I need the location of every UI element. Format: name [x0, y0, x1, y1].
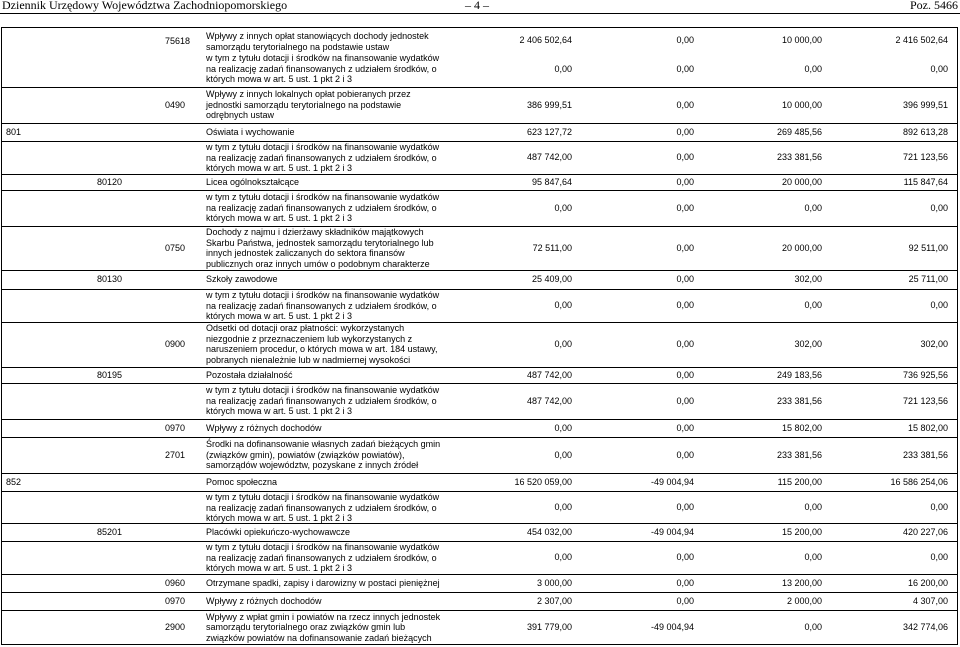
- after-change-amount: 0,00: [930, 300, 948, 310]
- decrease-amount: 0,00: [676, 369, 694, 380]
- plan-amount: 0,00: [554, 202, 572, 213]
- increase-amount: 2 000,00: [786, 595, 822, 606]
- row-description: Pomoc społeczna: [206, 476, 278, 487]
- row-separator: [2, 289, 957, 290]
- decrease-amount: 0,00: [676, 595, 694, 606]
- decrease-amount: -49 004,94: [650, 526, 694, 537]
- row-separator: [2, 367, 957, 368]
- decrease-amount: 0,00: [676, 176, 694, 187]
- after-change-amount: 16 200,00: [907, 577, 948, 588]
- row-description: w tym z tytułu dotacji i środków na finansowanie wydatków na realizację zadań finansowanych z udziałem środków, o których mowa w art. 5 ust. 1 pkt 2 i 3: [206, 385, 440, 417]
- plan-amount: 0,00: [554, 300, 572, 310]
- chapter-code: 85201: [97, 526, 123, 537]
- row-description: w tym z tytułu dotacji i środków na finansowanie wydatków na realizację zadań finansowanych z udziałem środków, o których mowa w art. 5 ust. 1 pkt 2 i 3: [206, 192, 440, 224]
- plan-amount: 487 742,00: [526, 369, 572, 380]
- decrease-amount: 0,00: [676, 152, 694, 162]
- row-separator: [2, 574, 957, 575]
- row-description: Pozostała działalność: [206, 369, 293, 380]
- paragraph-code: 2900: [165, 622, 186, 632]
- plan-amount: 391 779,00: [526, 622, 572, 632]
- after-change-amount: 302,00: [920, 339, 948, 349]
- increase-amount: 0,00: [804, 622, 822, 632]
- decrease-amount: 0,00: [676, 339, 694, 349]
- journal-title: Dziennik Urzędowy Województwa Zachodniopomorskiego: [2, 0, 288, 12]
- row-separator: [2, 174, 957, 175]
- increase-amount: 233 381,56: [776, 152, 822, 162]
- row-description: Wpływy z innych opłat stanowiących dochody jednostek samorządu terytorialnego na podstawie ustaw: [206, 31, 429, 52]
- row-description: w tym z tytułu dotacji i środków na finansowanie wydatków na realizację zadań finansowanych z udziałem środków, o których mowa w art. 5 ust. 1 pkt 2 i 3: [206, 492, 440, 524]
- after-change-amount: 892 613,28: [902, 126, 948, 137]
- row-description: Szkoły zawodowe: [206, 274, 278, 285]
- plan-amount: 623 127,72: [526, 126, 572, 137]
- row-separator: [2, 383, 957, 384]
- row-description: Licea ogólnokształcące: [206, 176, 300, 187]
- decrease-amount: 0,00: [676, 126, 694, 137]
- after-change-amount: 115 847,64: [903, 176, 948, 187]
- row-separator: [2, 322, 957, 323]
- row-description: Środki na dofinansowanie własnych zadań bieżących gmin (związków gmin), powiatów (związków powiatów), samorządów województw, pozyskane z innych źródeł: [206, 439, 441, 471]
- after-change-amount: 0,00: [930, 552, 948, 562]
- after-change-amount: 396 999,51: [902, 99, 948, 110]
- page-number: – 4 –: [465, 0, 489, 12]
- row-description: Oświata i wychowanie: [206, 126, 295, 137]
- increase-amount: 302,00: [794, 339, 822, 349]
- row-description: Placówki opiekuńczo-wychowawcze: [206, 526, 351, 537]
- plan-amount: 3 000,00: [536, 577, 572, 588]
- decrease-amount: 0,00: [676, 552, 694, 562]
- row-description: w tym z tytułu dotacji i środków na finansowanie wydatków na realizację zadań finansowanych z udziałem środków, o których mowa w art. 5 ust. 1 pkt 2 i 3: [206, 290, 440, 322]
- increase-amount: 10 000,00: [781, 99, 822, 110]
- row-separator: [2, 437, 957, 438]
- row-description: Otrzymane spadki, zapisy i darowizny w postaci pieniężnej: [206, 577, 440, 588]
- increase-amount: 0,00: [804, 300, 822, 310]
- paragraph-code: 0900: [165, 339, 186, 349]
- after-change-amount: 4 307,00: [912, 595, 948, 606]
- after-change-amount: 2 416 502,64: [895, 35, 948, 45]
- row-separator: [2, 523, 957, 524]
- increase-amount: 269 485,56: [776, 126, 822, 137]
- after-change-amount: 15 802,00: [907, 422, 948, 433]
- section-code: 801: [6, 126, 22, 137]
- after-change-amount: 92 511,00: [908, 242, 948, 253]
- row-description: w tym z tytułu dotacji i środków na finansowanie wydatków na realizację zadań finansowanych z udziałem środków, o których mowa w art. 5 ust. 1 pkt 2 i 3: [206, 142, 440, 174]
- plan-amount: 72 511,00: [532, 242, 572, 253]
- plan-amount: 0,00: [554, 501, 572, 512]
- row-separator: [2, 610, 957, 611]
- increase-amount: 302,00: [794, 274, 822, 284]
- decrease-amount: 0,00: [676, 577, 694, 588]
- increase-amount: 0,00: [804, 501, 822, 512]
- decrease-amount: 0,00: [676, 300, 694, 310]
- row-separator: [2, 123, 957, 124]
- after-change-amount: 721 123,56: [902, 152, 948, 162]
- decrease-amount: 0,00: [676, 242, 694, 253]
- after-change-amount: 0,00: [930, 501, 948, 512]
- paragraph-code: 2701: [165, 449, 186, 460]
- increase-amount: 115 200,00: [777, 476, 822, 487]
- row-description: Wpływy z innych lokalnych opłat pobieranych przez jednostki samorządu terytorialnego na podstawie odrębnych ustaw: [206, 89, 411, 121]
- row-separator: [2, 190, 957, 191]
- decrease-amount: 0,00: [676, 501, 694, 512]
- page-header: [0, 0, 960, 14]
- plan-amount: 487 742,00: [526, 152, 572, 162]
- row-separator: [2, 226, 957, 227]
- decrease-amount: 0,00: [676, 422, 694, 433]
- paragraph-code: 0750: [165, 242, 186, 253]
- increase-amount: 10 000,00: [781, 35, 822, 45]
- after-change-amount: 342 774,06: [902, 622, 948, 632]
- decrease-amount: 0,00: [676, 99, 694, 110]
- row-description: w tym z tytułu dotacji i środków na finansowanie wydatków na realizację zadań finansowanych z udziałem środków, o których mowa w art. 5 ust. 1 pkt 2 i 3: [206, 542, 440, 574]
- decrease-amount: 0,00: [676, 449, 694, 460]
- paragraph-code: 75618: [165, 36, 191, 46]
- after-change-amount: 16 586 254,06: [890, 476, 948, 487]
- after-change-amount: 736 925,56: [902, 369, 948, 380]
- after-change-amount: 0,00: [930, 202, 948, 213]
- row-separator: [2, 541, 957, 542]
- increase-amount: 0,00: [804, 63, 822, 74]
- plan-amount: 0,00: [554, 552, 572, 562]
- plan-amount: 0,00: [554, 449, 572, 460]
- after-change-amount: 0,00: [930, 63, 948, 74]
- decrease-amount: 0,00: [676, 395, 694, 406]
- decrease-amount: -49 004,94: [650, 622, 694, 632]
- increase-amount: 0,00: [804, 552, 822, 562]
- position-number: Poz. 5466: [910, 0, 958, 12]
- row-separator: [2, 141, 957, 142]
- plan-amount: 16 520 059,00: [514, 476, 572, 487]
- chapter-code: 80120: [97, 176, 123, 187]
- paragraph-code: 0970: [165, 595, 186, 606]
- after-change-amount: 233 381,56: [902, 449, 948, 460]
- increase-amount: 20 000,00: [781, 242, 822, 253]
- plan-amount: 0,00: [554, 422, 572, 433]
- after-change-amount: 420 227,06: [902, 526, 948, 537]
- row-description: Odsetki od dotacji oraz płatności: wykorzystanych niezgodnie z przeznaczeniem lub wykorzystanych z naruszeniem procedur, o których mowa w art. 184 ustawy, pobranych nienależnie lub w nadmiernej wysokości: [206, 323, 438, 366]
- row-description: Dochody z najmu i dzierżawy składników majątkowych Skarbu Państwa, jednostek samorządu terytorialnego lub innych jednostek zaliczanych do sektora finansów publicznych oraz innych umów o podobnym charakterze: [206, 227, 434, 269]
- plan-amount: 386 999,51: [526, 99, 572, 110]
- row-description: Wpływy z różnych dochodów: [206, 595, 322, 606]
- section-code: 852: [6, 476, 22, 487]
- paragraph-code: 0970: [165, 422, 186, 433]
- row-separator: [2, 87, 957, 88]
- header-rule: [0, 13, 960, 14]
- plan-amount: 0,00: [554, 339, 572, 349]
- plan-amount: 2 307,00: [536, 595, 572, 606]
- increase-amount: 15 802,00: [781, 422, 822, 433]
- decrease-amount: 0,00: [676, 35, 694, 45]
- chapter-code: 80130: [97, 274, 123, 284]
- row-separator: [2, 270, 957, 271]
- row-description: w tym z tytułu dotacji i środków na finansowanie wydatków na realizację zadań finansowanych z udziałem środków, o których mowa w art. 5 ust. 1 pkt 2 i 3: [206, 53, 440, 85]
- plan-amount: 0,00: [554, 63, 572, 74]
- plan-amount: 25 409,00: [531, 274, 572, 284]
- decrease-amount: 0,00: [676, 63, 694, 74]
- increase-amount: 233 381,56: [776, 395, 822, 406]
- increase-amount: 13 200,00: [781, 577, 822, 588]
- increase-amount: 0,00: [804, 202, 822, 213]
- row-description: Wpływy z różnych dochodów: [206, 422, 322, 433]
- row-separator: [2, 491, 957, 492]
- chapter-code: 80195: [97, 369, 123, 380]
- paragraph-code: 0490: [165, 99, 186, 110]
- row-description: Wpływy z wpłat gmin i powiatów na rzecz innych jednostek samorządu terytorialnego oraz związków gmin lub związków powiatów na dofinansowanie zadań bieżących: [206, 611, 441, 643]
- plan-amount: 2 406 502,64: [519, 35, 572, 45]
- plan-amount: 95 847,64: [531, 176, 572, 187]
- decrease-amount: -49 004,94: [650, 476, 694, 487]
- row-separator: [2, 592, 957, 593]
- plan-amount: 487 742,00: [526, 395, 572, 406]
- after-change-amount: 721 123,56: [902, 395, 948, 406]
- increase-amount: 233 381,56: [776, 449, 822, 460]
- row-separator: [2, 473, 957, 474]
- row-separator: [2, 419, 957, 420]
- increase-amount: 15 200,00: [781, 526, 822, 537]
- paragraph-code: 0960: [165, 577, 186, 588]
- plan-amount: 454 032,00: [526, 526, 572, 537]
- decrease-amount: 0,00: [676, 274, 694, 284]
- increase-amount: 20 000,00: [781, 176, 822, 187]
- after-change-amount: 25 711,00: [908, 274, 948, 284]
- decrease-amount: 0,00: [676, 202, 694, 213]
- increase-amount: 249 183,56: [776, 369, 822, 380]
